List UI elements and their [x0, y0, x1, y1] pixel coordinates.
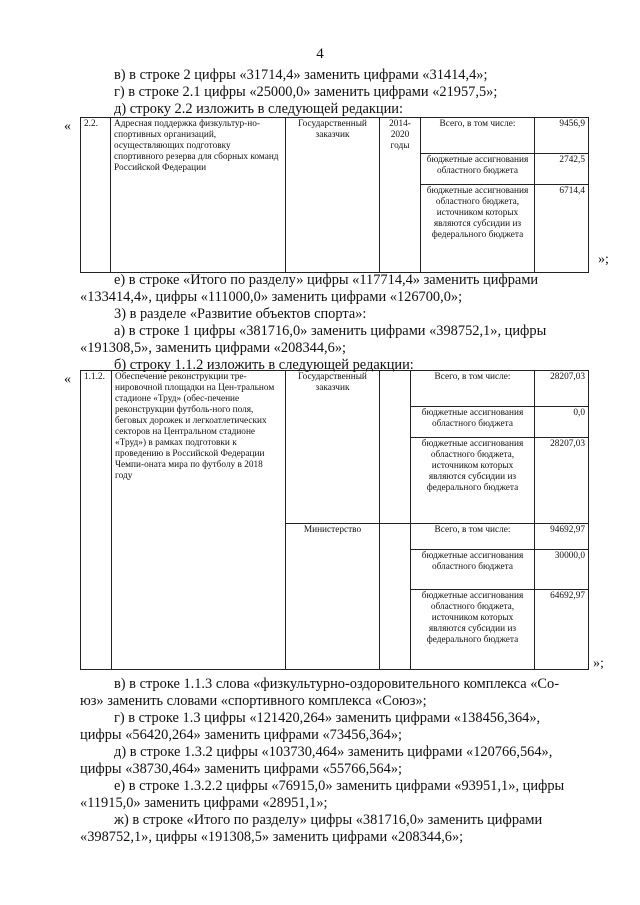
- text-line: юз» заменить словами «спортивного комплекса «Союз»;: [80, 693, 427, 709]
- finance-value: 2742,5: [535, 154, 589, 185]
- finance-label: Всего, в том числе:: [421, 118, 535, 154]
- finance-value: 64692,97: [535, 590, 589, 670]
- customer-cell: Государственный заказчик: [286, 118, 380, 273]
- finance-label: Всего, в том числе:: [411, 371, 535, 407]
- text-line: в) в строке 2 цифры «31714,4» заменить цифрами «31414,4»;: [114, 67, 488, 83]
- finance-value: 6714,4: [535, 185, 589, 273]
- customer-cell: Министерство: [286, 524, 380, 670]
- row-name: Адресная поддержка физкультур-но-спортивных организаций, осуществляющих подготовку спортивного резерва для сборных команд Российской Федерации: [111, 118, 286, 273]
- finance-value: 9456,9: [535, 118, 589, 154]
- text-line: ж) в строке «Итого по разделу» цифры «381716,0» заменить цифрами: [114, 812, 543, 828]
- finance-value: 0,0: [535, 407, 589, 438]
- finance-value: 28207,03: [535, 371, 589, 407]
- text-line: б) строку 1.1.2 изложить в следующей редакции:: [114, 357, 414, 373]
- years-cell: 2014-2020 годы: [380, 118, 421, 273]
- text-line: г) в строке 2.1 цифры «25000,0» заменить цифрами «21957,5»;: [114, 84, 498, 100]
- text-line: г) в строке 1.3 цифры «121420,264» заменить цифрами «138456,364»,: [114, 710, 541, 726]
- text-line: в) в строке 1.1.3 слова «физкультурно-оздоровительного комплекса «Со-: [114, 676, 559, 692]
- text-line: е) в строке 1.3.2.2 цифры «76915,0» заменить цифрами «93951,1», цифры: [114, 778, 565, 794]
- text-line: д) в строке 1.3.2 цифры «103730,464» заменить цифрами «120766,564»,: [114, 744, 553, 760]
- text-line: 3) в разделе «Развитие объектов спорта»:: [114, 306, 367, 322]
- finance-label: бюджетные ассигнования областного бюджета: [411, 550, 535, 590]
- text-line: «398752,1», цифры «191308,5» заменить цифрами «208344,6»;: [80, 829, 464, 845]
- finance-label: бюджетные ассигнования областного бюджета, источником которых являются субсидии из федерального бюджета: [421, 185, 535, 273]
- row-number: 2.2.: [81, 118, 111, 273]
- finance-label: бюджетные ассигнования областного бюджета: [411, 407, 535, 438]
- row-number: 1.1.2.: [81, 371, 112, 670]
- text-line: «133414,4», цифры «111000,0» заменить цифрами «126700,0»;: [80, 289, 463, 305]
- text-line: е) в строке «Итого по разделу» цифры «117714,4» заменить цифрами: [114, 272, 539, 288]
- text-line: цифры «56420,264» заменить цифрами «73456,364»;: [80, 727, 403, 743]
- open-quote: «: [64, 119, 71, 134]
- years-cell: [380, 524, 411, 670]
- text-line: «191308,5», заменить цифрами «208344,6»;: [80, 340, 347, 356]
- finance-value: 28207,03: [535, 438, 589, 524]
- customer-cell: Государственный заказчик: [286, 371, 380, 524]
- row-name: Обеспечение реконструкции тре-нировочной площадки на Цен-тральном стадионе «Труд» (обес-печение реконструкции футболь-ного поля, беговых дорожек и легкоатлетических секторов на Центральном стадионе «Труд») в рамках подготовки к проведению в Российской Федерации Чемпи-оната мира по футболу в 2018 году: [112, 371, 286, 670]
- finance-value: 94692,97: [535, 524, 589, 550]
- page-number: 4: [316, 46, 324, 62]
- text-line: д) строку 2.2 изложить в следующей редакции:: [114, 101, 404, 117]
- finance-label: Всего, в том числе:: [411, 524, 535, 550]
- years-cell: [380, 371, 411, 524]
- text-line: «11915,0» заменить цифрами «28951,1»;: [80, 795, 328, 811]
- finance-label: бюджетные ассигнования областного бюджета, источником которых являются субсидии из федерального бюджета: [411, 438, 535, 524]
- finance-label: бюджетные ассигнования областного бюджета: [421, 154, 535, 185]
- table-row-2-2: [80, 117, 589, 273]
- text-line: цифры «38730,464» заменить цифрами «55766,564»;: [80, 761, 403, 777]
- finance-label: бюджетные ассигнования областного бюджета, источником которых являются субсидии из федерального бюджета: [411, 590, 535, 670]
- table-row-1-1-2: [80, 370, 589, 670]
- finance-value: 30000,0: [535, 550, 589, 590]
- text-line: а) в строке 1 цифры «381716,0» заменить цифрами «398752,1», цифры: [114, 323, 547, 339]
- open-quote: «: [64, 372, 71, 387]
- close-quote: »;: [593, 656, 604, 671]
- close-quote: »;: [598, 252, 609, 267]
